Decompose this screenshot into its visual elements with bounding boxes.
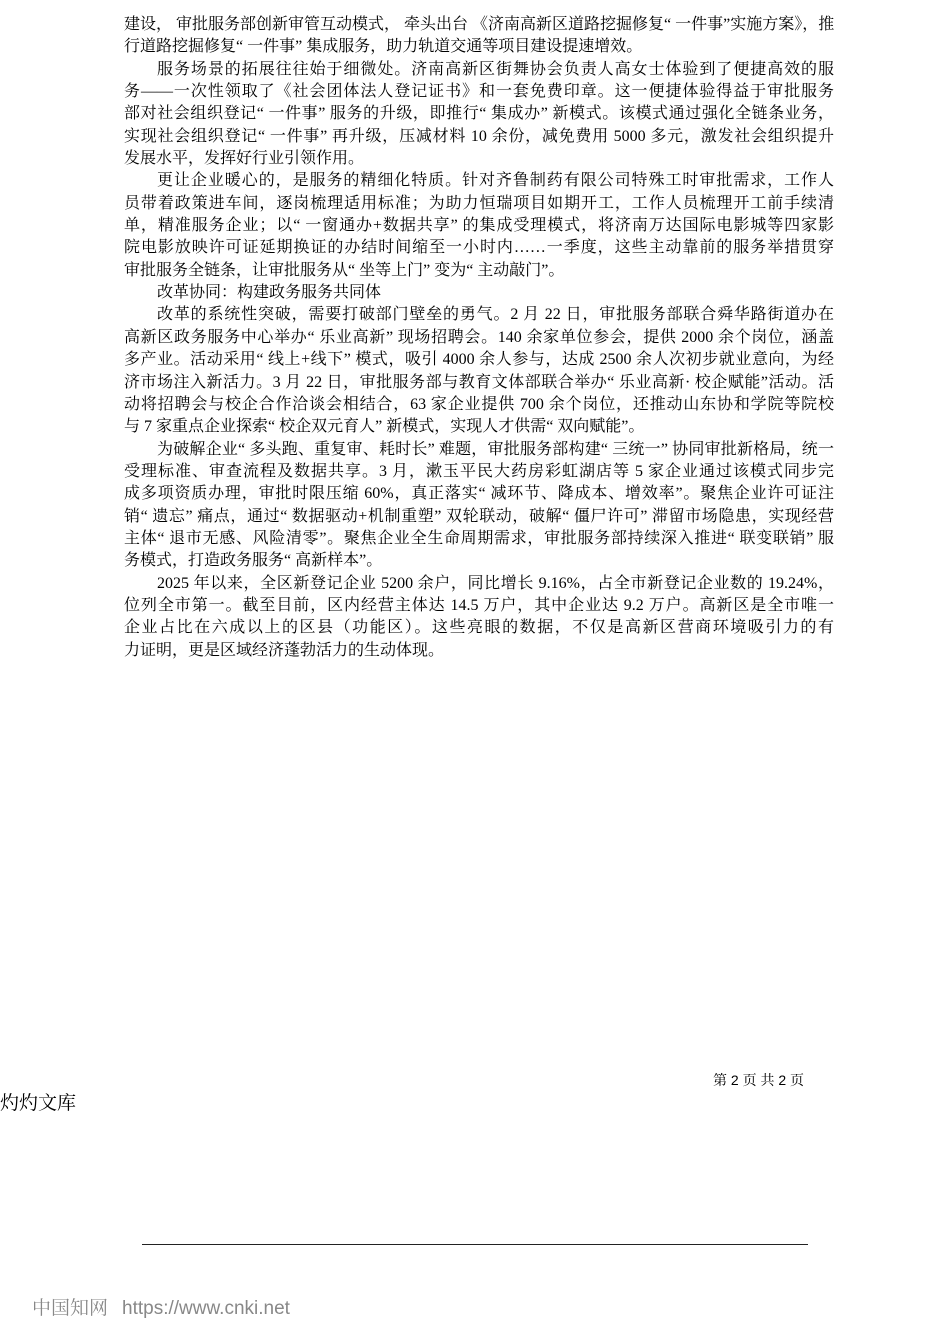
- cnki-footer: [32, 1293, 304, 1320]
- paragraph: [124, 170, 834, 282]
- paragraph: [124, 573, 834, 662]
- cnki-name: 中国知网: [32, 1298, 109, 1319]
- text-line: 力证明，更是区域经济蓬勃活力的生动体现。: [124, 641, 445, 659]
- text-line: 位列全市第一。截至目前，区内经营主体达 14.5 万户，其中企业达 9.2 万户。高新区是全市唯一: [124, 596, 834, 614]
- text-line: 院电影放映许可证延期换证的办结时间缩至一小时内……一季度，这些主动靠前的服务举措贯穿: [124, 239, 834, 257]
- cnki-url[interactable]: https://www.cnki.net: [122, 1298, 290, 1319]
- footer-divider: [142, 1244, 808, 1245]
- document-body: [124, 14, 834, 662]
- text-line: 成多项资质办理，审批时限压缩 60%，真正落实“ 减环节、降成本、增效率”。聚焦企业许可证注: [124, 485, 834, 503]
- text-line: 单，精准服务企业；以“ 一窗通办+数据共享” 的集成受理模式，将济南万达国际电影城等四家影: [124, 217, 834, 235]
- text-line: 部对社会组织登记“ 一件事” 服务的升级，即推行“ 集成办” 新模式。该模式通过强化全链条业务，: [124, 105, 834, 123]
- text-line: 多产业。活动采用“ 线上+线下” 模式，吸引 4000 余人参与，达成 2500 余人次初步就业意向，为经: [124, 351, 834, 369]
- text-line: 高新区政务服务中心举办“ 乐业高新” 现场招聘会。140 余家单位参会，提供 2000 余个岗位，涵盖: [124, 328, 834, 346]
- text-line: 更让企业暖心的，是服务的精细化特质。针对齐鲁制药有限公司特殊工时审批需求，工作人: [157, 172, 834, 190]
- text-line: 发展水平，发挥好行业引领作用。: [124, 150, 365, 168]
- text-line: 企业占比在六成以上的区县（功能区）。这些亮眼的数据，不仅是高新区营商环境吸引力的有: [124, 619, 834, 637]
- section-heading: [124, 282, 834, 304]
- paragraph: [124, 439, 834, 573]
- text-line: 济市场注入新活力。3 月 22 日，审批服务部与教育文体部联合举办“ 乐业高新· 校企赋能”活动。活: [124, 373, 834, 391]
- text-line: 务模式，打造政务服务“ 高新样本”。: [124, 552, 383, 570]
- text-line: 主体“ 退市无感、风险清零”。聚焦企业全生命周期需求，审批服务部持续深入推进“ 联变联销” 服: [124, 529, 834, 547]
- brand-watermark: 灼灼文库: [0, 1093, 77, 1114]
- text-line: 服务场景的拓展往往始于细微处。济南高新区街舞协会负责人高女士体验到了便捷高效的服: [157, 60, 834, 78]
- text-line: 员带着政策进车间，逐岗梳理适用标准；为助力恒瑞项目如期开工，工作人员梳理开工前手续清: [124, 194, 834, 212]
- paragraph: [124, 14, 834, 59]
- text-line: 为破解企业“ 多头跑、重复审、耗时长” 难题，审批服务部构建“ 三统一” 协同审批新格局，统一: [157, 440, 834, 458]
- text-line: 改革协同：构建政务服务共同体: [157, 284, 382, 302]
- text-line: 动将招聘会与校企合作洽谈会相结合，63 家企业提供 700 余个岗位，还推动山东协和学院等院校: [124, 395, 834, 413]
- text-line: 建设， 审批服务部创新审管互动模式， 牵头出台 《济南高新区道路挖掘修复“ 一件事”实施方案》，推: [124, 16, 835, 33]
- text-line: 改革的系统性突破，需要打破部门壁垒的勇气。2 月 22 日，审批服务部联合舜华路街道办在: [157, 306, 834, 324]
- paragraph: [124, 304, 834, 438]
- text-line: 受理标准、审查流程及数据共享。3 月，漱玉平民大药房彩虹湖店等 5 家企业通过该模式同步完: [124, 462, 834, 480]
- paragraph: [124, 59, 834, 171]
- text-line: 务——一次性领取了《社会团体法人登记证书》和一套免费印章。这一便捷体验得益于审批服务: [124, 83, 834, 101]
- text-line: 审批服务全链条，让审批服务从“ 坐等上门” 变为“ 主动敲门”。: [124, 261, 565, 279]
- text-line: 销“ 遗忘” 痛点，通过“ 数据驱动+机制重塑” 双轮联动，破解“ 僵尸许可” 滞留市场隐患，实现经营: [124, 507, 834, 525]
- text-line: 2025 年以来，全区新登记企业 5200 余户，同比增长 9.16%，占全市新登记企业数的 19.24%，: [157, 574, 834, 592]
- text-line: 与 7 家重点企业探索“ 校企双元育人” 新模式，实现人才供需“ 双向赋能”。: [124, 418, 645, 436]
- page-number: 第 2 页 共 2 页: [713, 1072, 805, 1088]
- text-line: 行道路挖掘修复“ 一件事” 集成服务，助力轨道交通等项目建设提速增效。: [124, 38, 643, 56]
- text-line: 实现社会组织登记“ 一件事” 再升级，压减材料 10 余份，减免费用 5000 多元，激发社会组织提升: [124, 127, 834, 145]
